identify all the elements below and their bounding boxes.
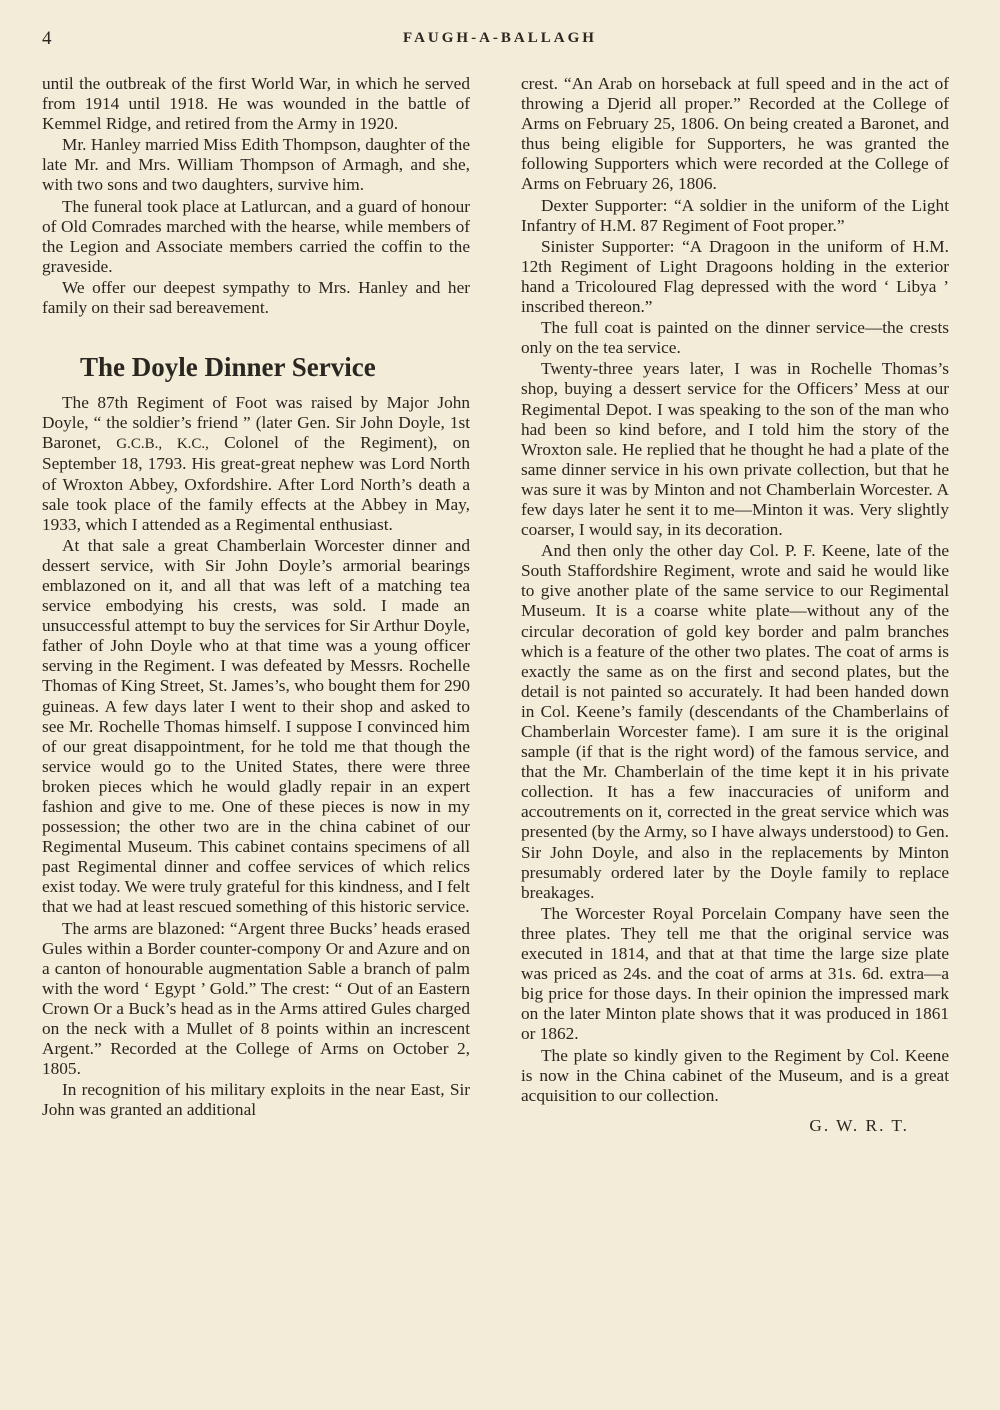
right-column: [521, 74, 949, 1136]
article-paragraph: At that sale a great Chamberlain Worcester dinner and dessert service, with Sir John Doyle’s armorial bearings emblazoned on it, and all that was left of a matching tea service embodying his crests, was sold. I made an unsuccessful attempt to buy the services for Sir Arthur Doyle, father of John Doyle who at that time was a young officer serving in the Regiment. I was defeated by Messrs. Rochelle Thomas of King Street, St. James’s, who bought them for 290 guineas. A few days later I went to their shop and asked to see Mr. Rochelle Thomas himself. I suppose I convinced him of our great disappointment, for he told me that though the service would go to the United States, there were three broken pieces which he would gladly repair in an expert fashion and give to me. One of these pieces is now in my possession; the other two are in the china cabinet of our Regimental Museum. This cabinet contains specimens of all past Regimental dinner and coffee services of which relics exist today. We were truly grateful for this kindness, and I felt that we had at least rescued something of this historic service.: [42, 535, 470, 917]
article-paragraph: The Worcester Royal Porcelain Company have seen the three plates. They tell me that the original service was executed in 1814, and that at that time the large size plate was priced as 24s. and the coat of arms at 31s. 6d. extra—a big price for those days. In their opinion the impressed mark on the later Minton plate shows that it was produced in 1861 or 1862.: [521, 903, 949, 1044]
obituary-paragraph: until the outbreak of the first World War, in which he served from 1914 until 1918. He was wounded in the battle of Kemmel Ridge, and retired from the Army in 1920.: [42, 74, 470, 134]
obituary-paragraph: Mr. Hanley married Miss Edith Thompson, daughter of the late Mr. and Mrs. William Thompson of Armagh, and she, with two sons and two daughters, survive him.: [42, 135, 470, 195]
article-paragraph: [42, 393, 470, 535]
article-paragraph: The plate so kindly given to the Regiment by Col. Keene is now in the China cabinet of the Museum, and is a great acquisition to our collection.: [521, 1045, 949, 1105]
article-paragraph: The full coat is painted on the dinner service—the crests only on the tea service.: [521, 318, 949, 358]
obituary-paragraph: The funeral took place at Latlurcan, and a guard of honour of Old Comrades marched with the hearse, while members of the Legion and Associate members carried the coffin to the graveside.: [42, 196, 470, 276]
article-paragraph: crest. “An Arab on horseback at full speed and in the act of throwing a Djerid all proper.” Recorded at the College of Arms on February 25, 1806. On being created a Baronet, and thus being eligible for Supporters, he was granted the following Supporters which were recorded at the College of Arms on February 26, 1806.: [521, 74, 949, 194]
article-paragraph: Sinister Supporter: “A Dragoon in the uniform of H.M. 12th Regiment of Light Dragoons holding in the exterior hand a Tricoloured Flag depressed with the word ‘ Libya ’ inscribed thereon.”: [521, 236, 949, 317]
article-paragraph: Dexter Supporter: “A soldier in the uniform of the Light Infantry of H.M. 87 Regiment of Foot proper.”: [521, 195, 949, 235]
page-header: [42, 28, 958, 54]
obituary-paragraph: We offer our deepest sympathy to Mrs. Hanley and her family on their sad bereavement.: [42, 277, 470, 318]
article-title: The Doyle Dinner Service: [80, 352, 376, 383]
paragraph-text: The 87th Regiment of Foot was raised by Major John Doyle, “ the soldier’s friend ” (later Gen. Sir John Doyle, 1st Baronet,: [42, 393, 470, 453]
author-signature: G. W. R. T.: [809, 1115, 909, 1135]
left-column: [42, 74, 470, 1121]
article-paragraph: The arms are blazoned: “Argent three Bucks’ heads erased Gules within a Border counter-compony Or and Azure and on a canton of honourable augmentation Sable a branch of palm with the word ‘ Egypt ’ Gold.” The crest: “ Out of an Eastern Crown Or a Buck’s head as in the Arms attired Gules charged on the neck with a Mullet of 8 points within an increscent Argent.” Recorded at the College of Arms on October 2, 1805.: [42, 918, 470, 1079]
honours-abbreviation: G.C.B., K.C.,: [116, 436, 209, 453]
article-paragraph: In recognition of his military exploits in the near East, Sir John was granted an additional: [42, 1080, 470, 1120]
article-paragraph: And then only the other day Col. P. F. Keene, late of the South Staffordshire Regiment, wrote and said he would like to give another plate of the same service to our Regimental Museum. It is a coarse white plate—without any of the circular decoration of gold key border and palm branches which is a feature of the other two plates. The coat of arms is exactly the same as on the first and second plates, but the detail is not painted so accurately. It had been handed down in Col. Keene’s family (descendants of the Chamberlains of Chamberlain Worcester fame). I am sure it is the original sample (if that is the right word) of the famous service, and that the Mr. Chamberlain of the time kept it in his private collection. It has a few inaccuracies of uniform and accoutrements on it, corrected in the great service which was presented (by the Army, so I have always understood) to Gen. Sir John Doyle, and also in the replacements by Minton presumably ordered later by the Doyle family to replace breakages.: [521, 541, 949, 902]
page-number: 4: [42, 28, 52, 49]
article-paragraph: Twenty-three years later, I was in Rochelle Thomas’s shop, buying a dessert service for the Officers’ Mess at our Regimental Depot. I was speaking to the son of the man who had been so kind before, and I told him the story of the Wroxton sale. He replied that he thought he had a plate of the same dinner service in his own private collection, but that he was sure it was by Minton and not Chamberlain Worcester. A few days later he sent it to me—Minton it was. Very slightly coarser, I would say, in its decoration.: [521, 359, 949, 540]
paragraph-text: Colonel of the Regiment), on September 18, 1793. His great-great nephew was Lord North of Wroxton Abbey, Oxfordshire. After Lord North’s death a sale took place of the family effects at the Abbey in May, 1933, which I attended as a Regimental enthusiast.: [42, 433, 470, 534]
running-title: FAUGH-A-BALLAGH: [403, 30, 597, 46]
